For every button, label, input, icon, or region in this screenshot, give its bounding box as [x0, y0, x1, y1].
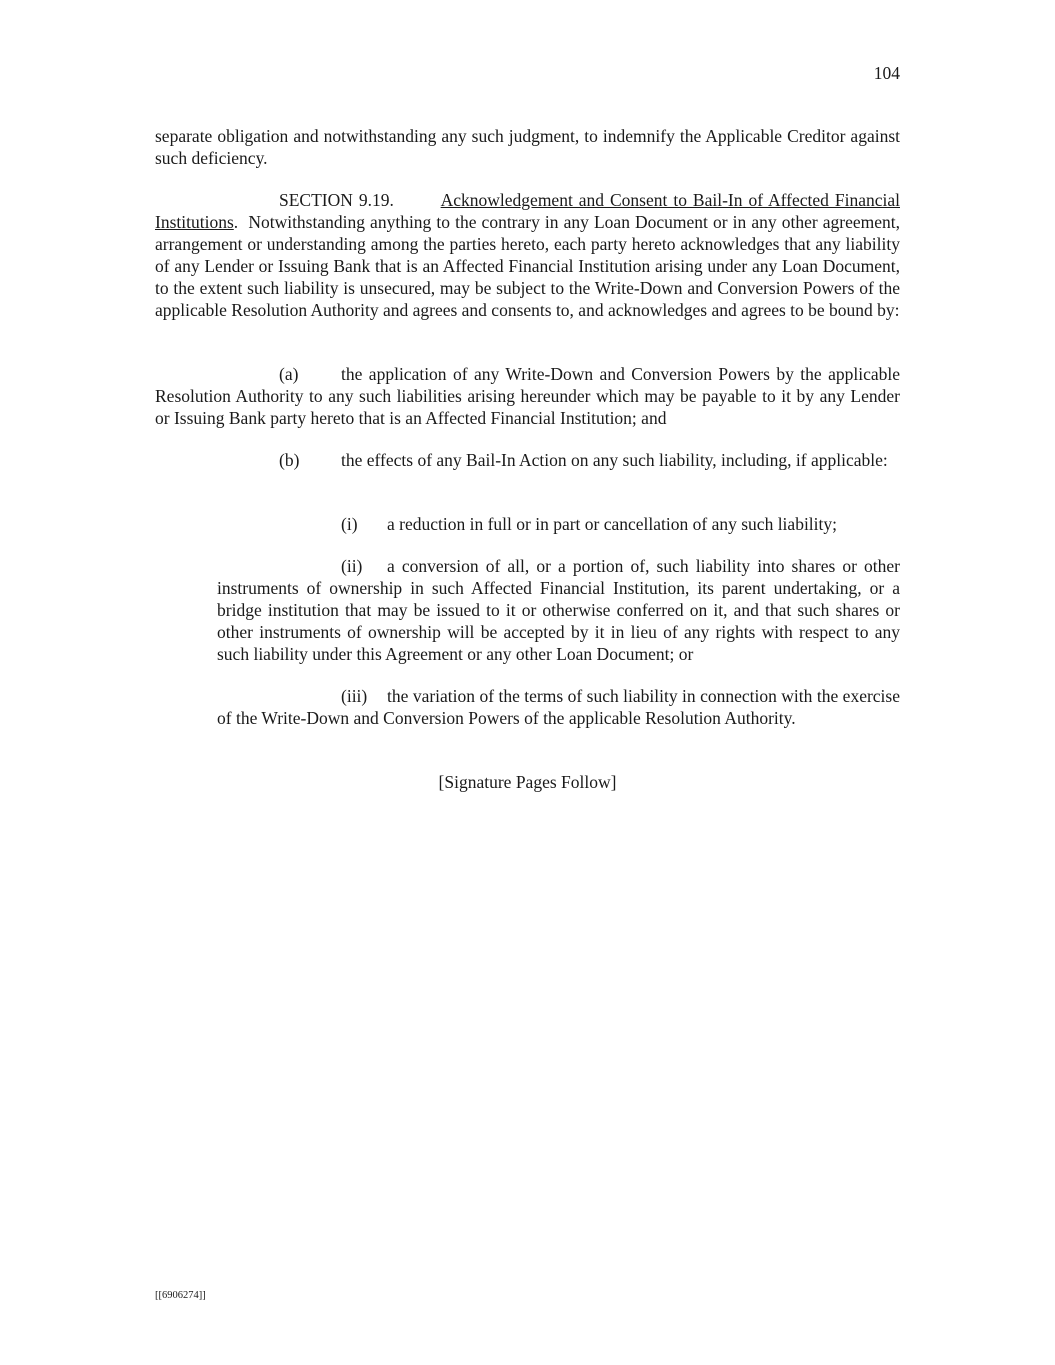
clause-b — [155, 449, 900, 471]
sub-clause-i-text: a reduction in full or in part or cancellation of any such liability; — [387, 514, 838, 534]
section-9-19-paragraph — [155, 189, 900, 321]
page-number: 104 — [873, 63, 900, 83]
clause-a-label: (a) — [279, 364, 299, 384]
sub-clause-iii-text: the variation of the terms of such liability in connection with the exercise of the Write-Down and Conversion Powers of the applicable Resolution Authority. — [217, 686, 900, 728]
sub-clause-ii-text: a conversion of all, or a portion of, such liability into shares or other instruments of ownership in such Affected Financial Institution, its parent undertaking, or a bridge institution that may be issued to it or otherwise conferred on it, and that such shares or other instruments of ownership will be accepted by it in lieu of any rights with respect to any such liability under this Agreement or any other Loan Document; or — [217, 556, 900, 664]
clause-b-text: the effects of any Bail-In Action on any such liability, including, if applicable: — [341, 450, 888, 470]
document-id-footer: [[6906274]] — [155, 1290, 206, 1301]
sub-clause-iii-label: (iii) — [341, 686, 368, 706]
section-title-period: . — [233, 212, 239, 232]
section-title: Acknowledgement and Consent to Bail-In of Affected Financial Institutions — [155, 190, 900, 232]
section-number: SECTION 9.19. — [279, 190, 394, 210]
sub-clause-ii-label: (ii) — [341, 556, 363, 576]
clause-a — [155, 363, 900, 429]
sub-clause-ii — [217, 555, 900, 665]
sub-clause-iii — [217, 685, 900, 729]
clause-a-text: the application of any Write-Down and Conversion Powers by the applicable Resolution Authority to any such liabilities arising hereunder which may be payable to it by any Lender or Issuing Bank party hereto that is an Affected Financial Institution; and — [155, 364, 900, 428]
section-body: Notwithstanding anything to the contrary in any Loan Document or in any other agreement, arrangement or understanding among the parties hereto, each party hereto acknowledges that any liability of any Lender or Issuing Bank that is an Affected Financial Institution arising under any Loan Document, to the extent such liability is unsecured, may be subject to the Write-Down and Conversion Powers of the applicable Resolution Authority and agrees and consents to, and acknowledges and agrees to be bound by: — [155, 212, 901, 320]
signature-pages-follow: [Signature Pages Follow] — [438, 772, 617, 792]
clause-b-label: (b) — [279, 450, 300, 470]
sub-clause-i — [217, 513, 900, 535]
sub-clause-i-label: (i) — [341, 514, 358, 534]
continuation-paragraph: separate obligation and notwithstanding any such judgment, to indemnify the Applicable Creditor against such deficiency. — [155, 126, 900, 168]
